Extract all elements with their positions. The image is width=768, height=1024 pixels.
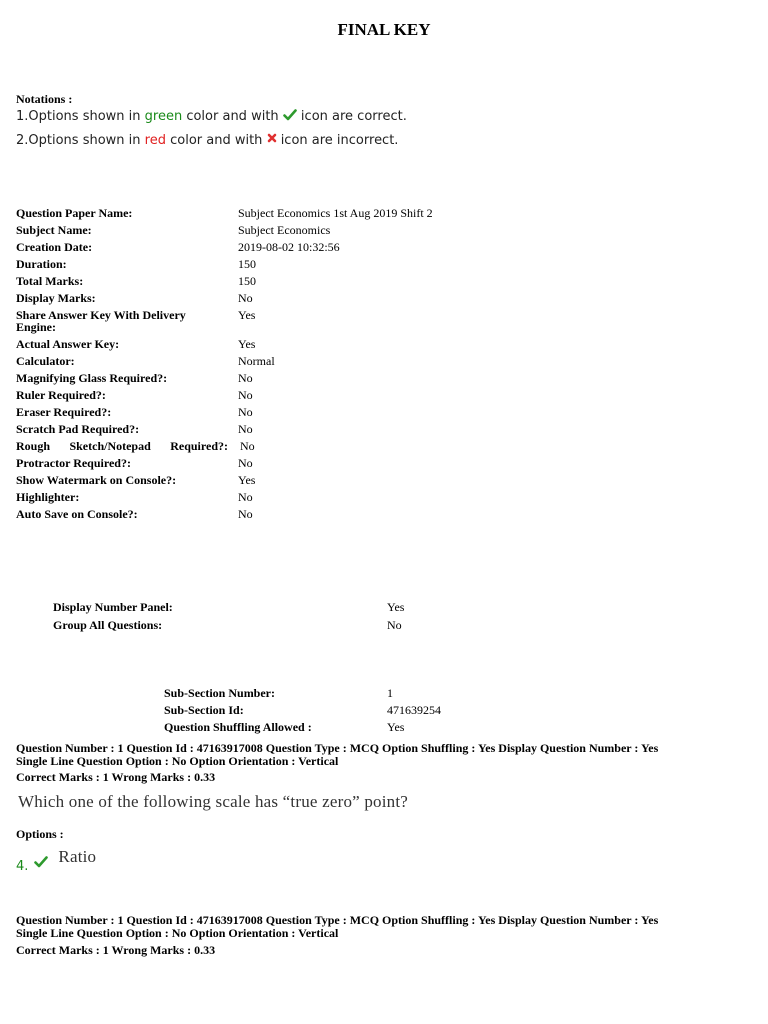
info-label: Scratch Pad Required?: — [16, 422, 140, 436]
info-value: Normal — [238, 354, 275, 368]
info-value: No — [238, 507, 253, 521]
info-label: Display Marks: — [16, 291, 96, 305]
question-header-line: Single Line Question Option : No Option Orientation : Vertical — [16, 754, 339, 768]
info-label: Share Answer Key With Delivery Engine: — [16, 308, 186, 334]
subsection-label: Sub-Section Number: — [164, 686, 276, 700]
question-header-line: Question Number : 1 Question Id : 47163917008 Question Type : MCQ Option Shuffling : Yes Display Question Number : Yes — [16, 741, 659, 755]
info-value: Subject Economics — [238, 223, 331, 237]
question-marks: Correct Marks : 1 Wrong Marks : 0.33 — [16, 943, 216, 957]
display-label: Display Number Panel: — [53, 600, 173, 614]
info-value: No — [240, 439, 255, 453]
option-text: Ratio — [58, 847, 97, 866]
info-value: No — [238, 422, 253, 436]
question-header-line: Single Line Question Option : No Option Orientation : Vertical — [16, 926, 339, 940]
info-value: No — [238, 388, 253, 402]
info-value: Yes — [238, 337, 256, 351]
info-label: Show Watermark on Console?: — [16, 473, 177, 487]
subsection-value: 471639254 — [387, 703, 441, 717]
options-label: Options : — [16, 827, 64, 841]
display-value: Yes — [387, 600, 405, 614]
info-value: No — [238, 405, 253, 419]
notation-middle: color and with — [182, 109, 283, 124]
info-label: Highlighter: — [16, 490, 80, 504]
info-value: No — [238, 490, 253, 504]
info-label: Calculator: — [16, 354, 75, 368]
display-value: No — [387, 618, 402, 632]
info-label: Actual Answer Key: — [16, 337, 120, 351]
cross-icon — [267, 133, 277, 143]
notation-suffix: icon are incorrect. — [276, 133, 399, 148]
subsection-value: 1 — [387, 686, 393, 700]
info-value: No — [238, 291, 253, 305]
info-label: Eraser Required?: — [16, 405, 112, 419]
info-value: No — [238, 371, 253, 385]
info-label: Rough Sketch/Notepad Required?: — [16, 439, 228, 453]
check-icon — [34, 856, 48, 868]
info-value: Yes — [238, 473, 256, 487]
info-value: 2019-08-02 10:32:56 — [238, 240, 340, 254]
info-label: Creation Date: — [16, 240, 93, 254]
question-text: Which one of the following scale has “true zero” point? — [18, 792, 409, 811]
check-icon — [283, 109, 297, 121]
notation-suffix: icon are correct. — [296, 109, 407, 124]
info-value: 150 — [238, 257, 256, 271]
info-value: Yes — [238, 308, 256, 322]
info-label: Total Marks: — [16, 274, 84, 288]
info-label: Auto Save on Console?: — [16, 507, 138, 521]
subsection-label: Sub-Section Id: — [164, 703, 244, 717]
notation-line-correct — [16, 109, 407, 124]
question-marks: Correct Marks : 1 Wrong Marks : 0.33 — [16, 770, 216, 784]
info-label: Ruler Required?: — [16, 388, 106, 402]
info-value: 150 — [238, 274, 256, 288]
notation-color-word-red: red — [144, 133, 166, 148]
notation-middle: color and with — [165, 133, 267, 148]
option-number: 4. — [16, 859, 29, 874]
info-value: Subject Economics 1st Aug 2019 Shift 2 — [238, 206, 433, 220]
option-correct — [16, 849, 96, 874]
notation-prefix: 2.Options shown in — [16, 133, 145, 148]
info-label: Question Paper Name: — [16, 206, 133, 220]
info-label: Duration: — [16, 257, 67, 271]
info-label: Magnifying Glass Required?: — [16, 371, 168, 385]
notation-color-word-green: green — [144, 109, 183, 124]
subsection-value: Yes — [387, 720, 405, 734]
display-label: Group All Questions: — [53, 618, 163, 632]
info-label: Protractor Required?: — [16, 456, 131, 470]
notations-heading: Notations : — [16, 92, 73, 106]
question-header-line: Question Number : 1 Question Id : 47163917008 Question Type : MCQ Option Shuffling : Yes Display Question Number : Yes — [16, 913, 659, 927]
info-value: No — [238, 456, 253, 470]
subsection-label: Question Shuffling Allowed : — [164, 720, 312, 734]
notation-prefix: 1.Options shown in — [16, 109, 145, 124]
page-title: FINAL KEY — [337, 20, 431, 39]
notation-line-incorrect — [16, 133, 398, 148]
info-label: Subject Name: — [16, 223, 92, 237]
